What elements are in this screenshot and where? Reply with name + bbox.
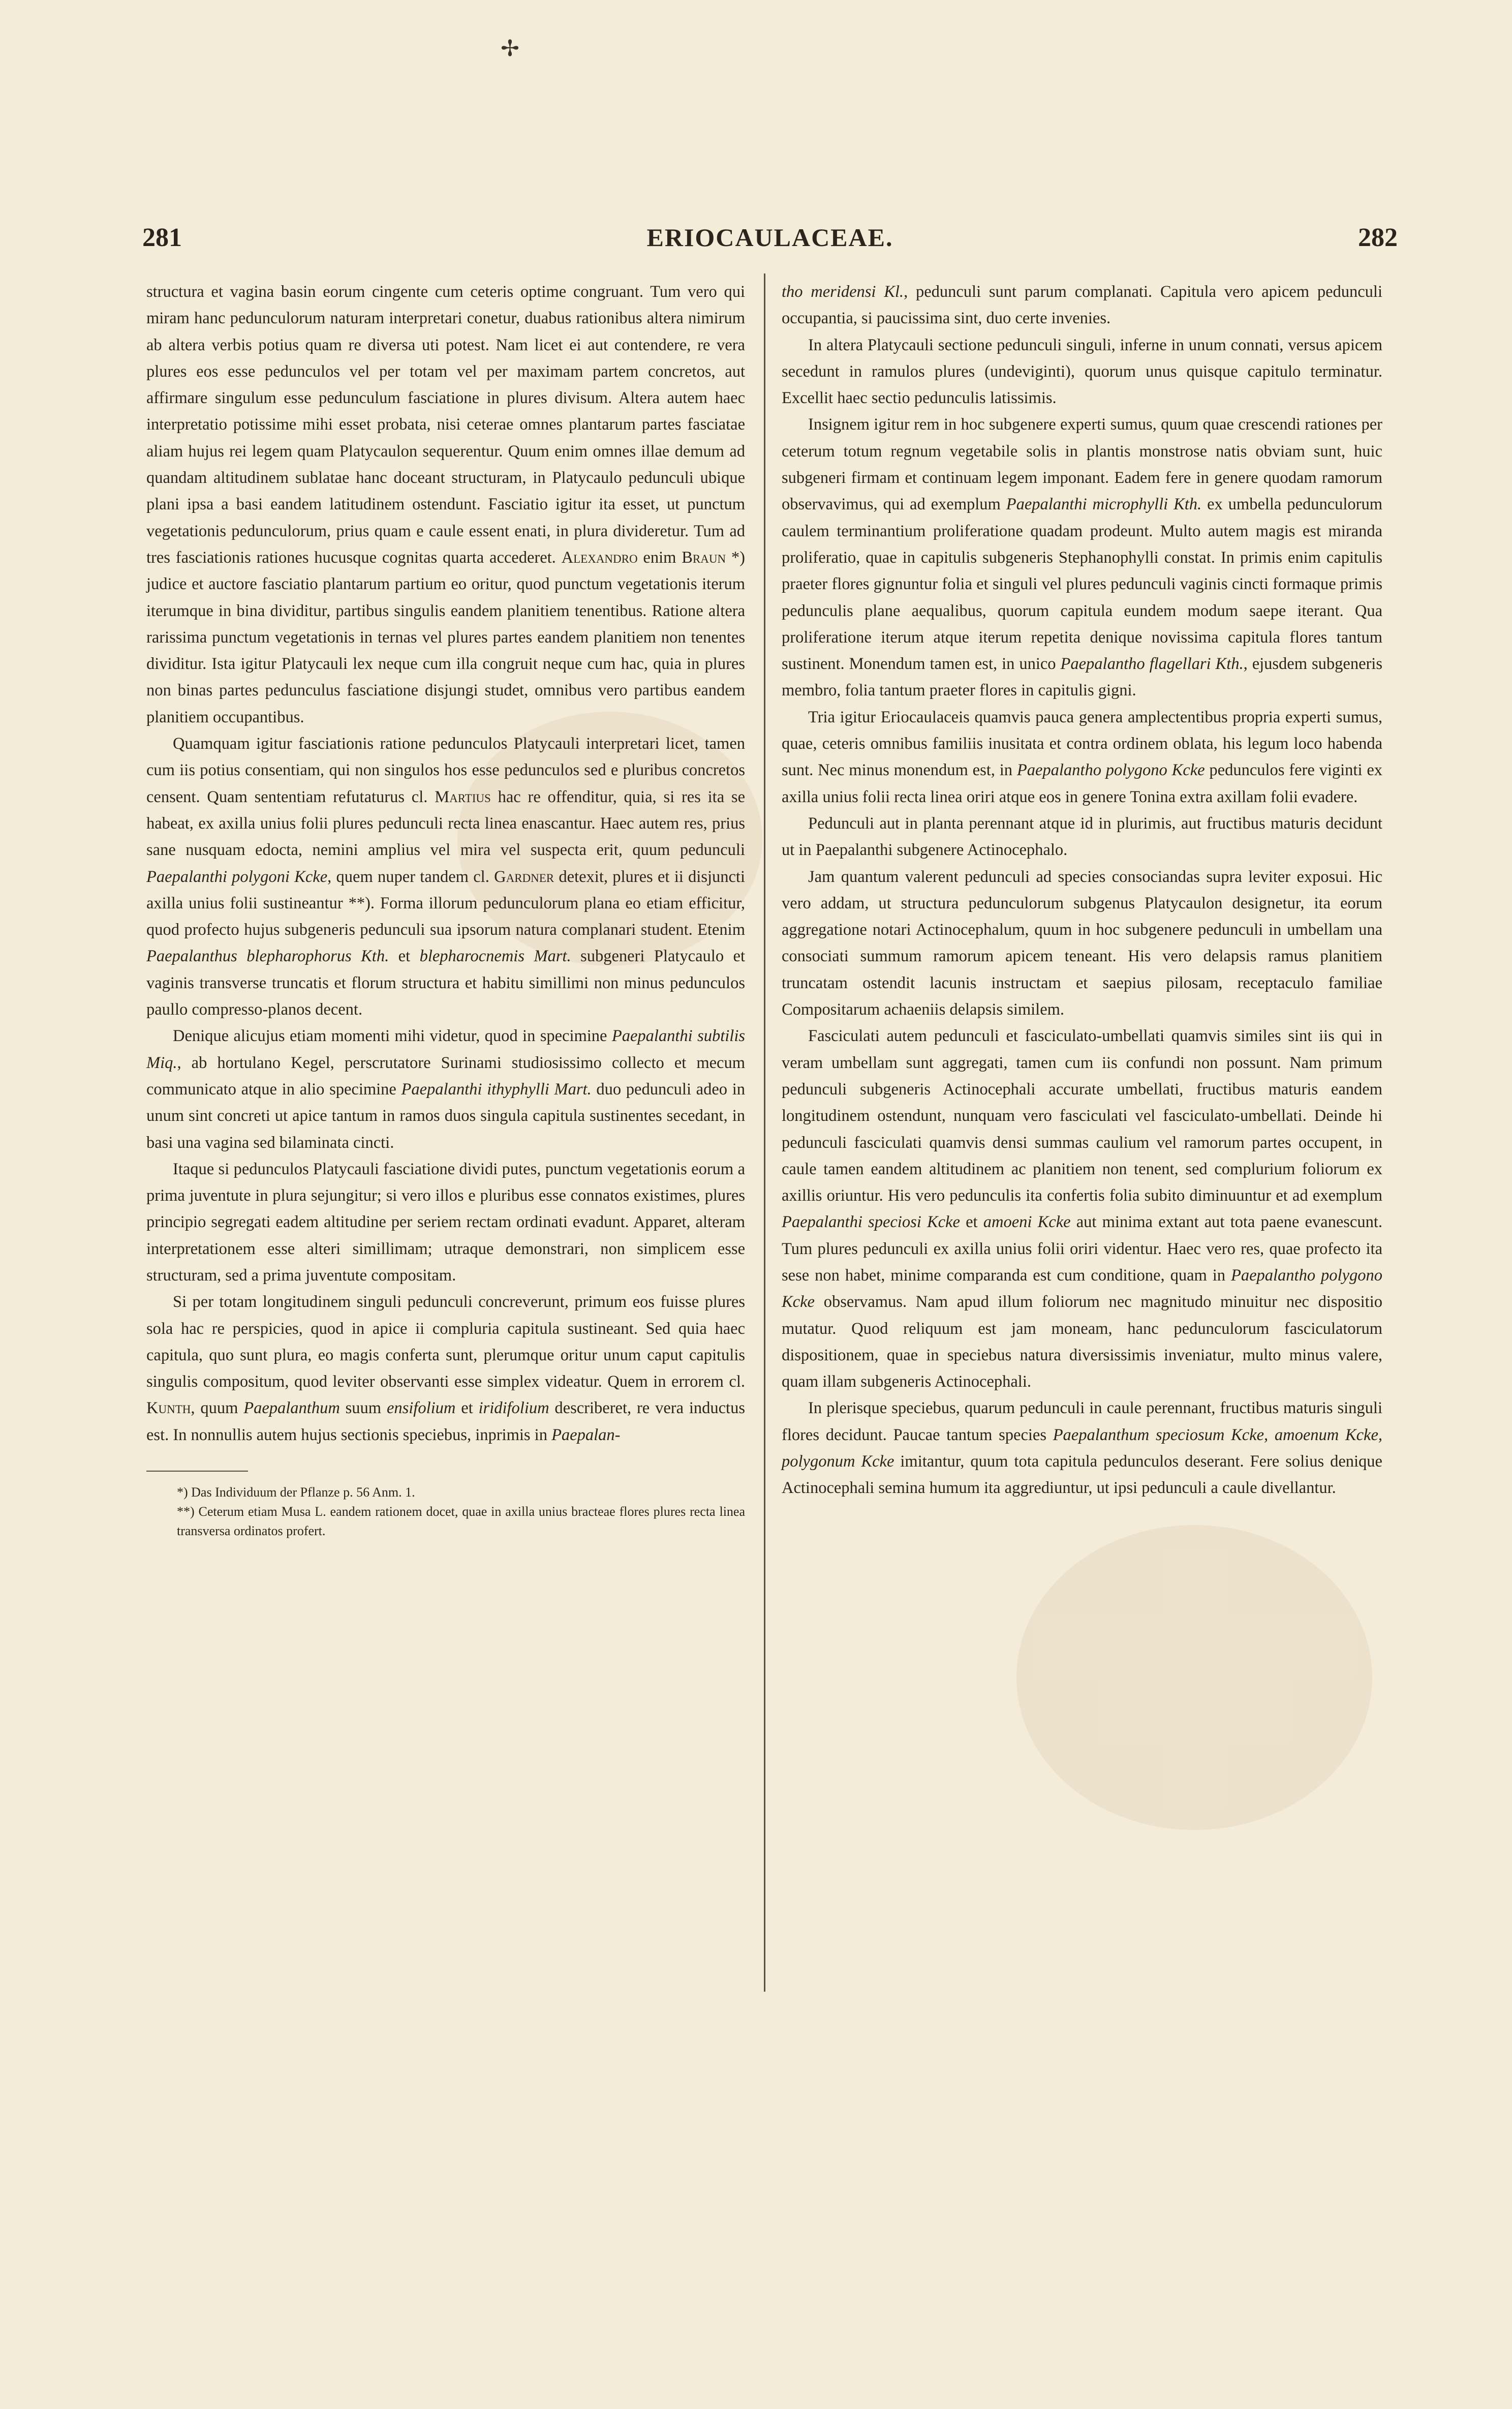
right-column [782, 279, 1382, 1502]
ink-speck: ✢ [501, 36, 519, 61]
text-run: , quem nuper tandem cl. [327, 867, 495, 886]
text-run: et [455, 1399, 479, 1418]
author-name: Kunth [146, 1399, 191, 1418]
paragraph [782, 810, 1382, 864]
text-run: , pedunculi sunt parum complanati. Capitula vero apicem pedunculi occupantia, si paucissima sint, duo certe invenies. [782, 283, 1382, 328]
running-header [142, 223, 1398, 263]
italic-species-name: Paepalan- [551, 1425, 621, 1444]
text-run: duo pedunculi adeo in unum sint concreti ut apice tantum in ramos duos singula capitula sustinentes secedant, in basi una vagina sed bilaminata cincti. [146, 1080, 745, 1152]
text-run: describeret, re vera inductus est. In nonnullis autem hujus sectionis speciebus, inprimis in [146, 1399, 745, 1444]
text-run: In altera Platycauli sectione pedunculi singuli, inferne in unum connati, versus apicem secedunt in ramulos plures (undeviginti), quorum unus quisque capitulo terminatur. Excellit haec sectio pedunculis latissimis. [782, 336, 1382, 408]
text-run: observamus. Nam apud illum foliorum nec magnitudo minuitur nec dispositio mutatur. Quod reliquum est jam moneam, hanc pedunculorum fasciculatorum dispositionem, quae in speciebus natura diversissimis inveniatur, multo minus valere, quam illam subgeneris Actinocephali. [782, 1293, 1382, 1391]
italic-species-name: Paepalanthi polygoni Kcke [146, 867, 328, 886]
italic-species-name: iridifolium [478, 1399, 549, 1418]
text-run: Si per totam longitudinem singuli pedunculi concreverunt, primum eos fuisse plures sola hac re perspicies, quod in apice ii compluria capitula sustineant. Sed quia haec capitula, quo sunt plura, eo magis conferta sunt, plerumque oritur unum caput capitulis singulis compositum, quod leviter observanti esse simplex videatur. Quem in errorem cl. [146, 1293, 745, 1391]
author-name: Martius [435, 787, 491, 806]
author-name: Gardner [494, 867, 554, 886]
text-run: , ejusdem subgeneris membro, folia tantum praeter flores in capitulis gigni. [782, 655, 1382, 700]
italic-species-name: Paepalanthi subtilis Miq. [146, 1027, 746, 1072]
text-run: Itaque si pedunculos Platycauli fasciatione dividi putes, punctum vegetationis eorum a prima juventute in plura sejungitur; si vero illos e pluribus esse connatos existimes, plures principio segregati eadem altitudine per seriem rectam ordinati evadunt. Apparet, alteram interpretationem esse alteri simillimam; utraque demonstrari, non simplicem esse structuram, sed a prima juventute compositam. [146, 1160, 745, 1285]
italic-species-name: Paepalantho polygono Kcke [782, 1266, 1382, 1312]
text-run: detexit, plures et ii disjuncti axilla unius folii sustineantur **). Forma illorum pedunculorum plana eo etiam efficitur, quod profecto hujus subgeneris pedunculi sua ipsorum natura complanari student. Etenim [146, 867, 745, 939]
paragraph [146, 730, 745, 1023]
text-run: Insignem igitur rem in hoc subgenere experti sumus, quum quae crescendi rationes per ceterum totum regnum vegetabile solis in plantis monstrose natis obviam sunt, huic subgeneri firmam et continuam legem imponant. Eadem fere in genere quodam ramorum observavimus, qui ad exemplum [782, 415, 1382, 514]
italic-species-name: Paepalanthi speciosi Kcke [782, 1213, 960, 1232]
text-run: imitantur, quum tota capitula pedunculos deserant. Fere solius denique Actinocephali semina humum ita aggrediuntur, ut ipsi pedunculi a caule divellantur. [782, 1452, 1382, 1498]
text-run: ex umbella pedunculorum caulem terminantium proliferatione quadam prodeunt. Multo autem magis est miranda proliferatio, quae in capitulis subgeneris Stephanophylli constat. In primis enim capitulis praeter flores gignuntur folia et singuli vel plures pedunculi vaginis cincti formaque primis pedunculis plane aequalibus, quorum capitula eundem modum saepe iterant. Qua proliferatione iterum atque iterum repetita denique novissima capitula flores tantum sustinent. Monendum tamen est, in unico [782, 495, 1383, 674]
italic-species-name: Paepalanthum speciosum Kcke, amoenum Kcke, polygonum Kcke [782, 1425, 1382, 1471]
text-run: structura et vagina basin eorum cingente cum ceteris optime congruant. Tum vero qui miram hanc pedunculorum naturam interpretari conetur, duabus rationibus altera nimirum ab altera verbis potius quam re diversa uti potest. Nam licet ei aut contendere, re vera plures eos esse pedunculos vel per totam vel per maximam partem concretos, aut affirmare singulum esse pedunculum fasciatione in plures divisum. Altera autem haec interpretatio potissime mihi esset probata, nisi ceterae omnes plantarum partes fasciatae aliam hujus rei legem quam Platycaulon sequerentur. Quum enim omnes illae demum ad quandam altitudinem sublatae hanc doceant structuram, in Platycaulo pedunculi ubique plani ipsa a basi eandem latitudinem ostendunt. Fasciatio igitur ita esset, ut punctum vegetationis pedunculorum, prius quam e caule essent enati, in plura divideretur. Tum ad tres fasciationis rationes hucusque cognitas quarta accederet. [146, 283, 745, 567]
text-run: Quamquam igitur fasciationis ratione pedunculos Platycauli interpretari licet, tamen cum iis potius consentiam, qui non singulos hos esse pedunculos sed e pluribus concretos censent. Quam sententiam refutaturus cl. [146, 735, 745, 806]
paragraph [782, 279, 1382, 332]
italic-species-name: ensifolium [386, 1399, 456, 1418]
paragraph [782, 1395, 1382, 1501]
text-run: , ab hortulano Kegel, perscrutatore Surinami studiosissimo collecto et mecum communicato atque in alio specimine [146, 1053, 745, 1099]
paragraph [146, 279, 745, 730]
paragraph [146, 1156, 745, 1289]
text-run: Fasciculati autem pedunculi et fasciculato-umbellati quamvis similes sint iis qui in veram umbellam sunt aggregati, tamen cum iis confundi non possunt. Nam primum pedunculi subgeneris Actinocephali accurate umbellati, fructibus maturis eandem longitudinem ostendunt, nunquam vero fasciculati vel fasciculato-umbellati. Deinde hi pedunculi fasciculati quamvis densi summas caulium vel ramorum partes occupent, in caule tamen eandem altitudinem ac planitiem non tenent, sed complurium foliorum ex axillis oriuntur. His vero pedunculis ita confertis folia subito diminuuntur et ad exemplum [782, 1027, 1382, 1205]
text-run: Jam quantum valerent pedunculi ad species consociandas supra leviter exposui. Hic vero addam, ut structura pedunculorum subgenus Platycaulon designetur, ita eorum aggregatione notari Actinocephalum, quum in hoc subgenere pedunculi in umbellam una consociati summum ramorum apicem teneant. His vero delapsis ramus planitiem truncatam ostendit lacunis instructam et saepius pilosam, receptaculo familiae Compositarum achaeniis delapsis similem. [782, 867, 1382, 1019]
text-run: *) judice et auctore fasciatio plantarum partium eo oritur, quod punctum vegetationis iterum iterumque in bina dividitur, partibus singulis eandem planitiem tenentibus. Ratione altera rarissima punctum vegetationis in ternas vel plures partes eandem planitiem non tenentes dividitur. Ista igitur Platycauli lex neque cum illa congruit neque cum hac, quia in plures non binas partes pedunculus fasciatione disjungi studet, omnibus vero partibus eandem planitiem occupantibus. [146, 548, 746, 726]
text-run: suum [340, 1399, 387, 1418]
text-run: In plerisque speciebus, quarum pedunculi in caule perennant, fructibus maturis singuli flores decidunt. Paucae tantum species [782, 1399, 1382, 1444]
italic-species-name: Paepalanthus blepharophorus Kth. [146, 947, 389, 966]
footnote: *) Das Individuum der Pflanze p. 56 Anm. 1. [177, 1485, 415, 1500]
italic-species-name: amoeni Kcke [983, 1213, 1071, 1232]
italic-species-name: blepharocnemis Mart. [419, 947, 571, 966]
paragraph [146, 1289, 745, 1448]
running-title: ERIOCAULACEAE. [646, 223, 893, 252]
italic-species-name: tho meridensi Kl. [782, 283, 904, 301]
footnotes [146, 1483, 745, 1541]
text-run: hac re offenditur, quia, si res ita se habeat, ex axilla unius folii plures pedunculi recta linea enascantur. Haec autem res, prius sane nusquam edocta, nemini amplius vel mira vel suspecta erit, quum pedunculi [146, 787, 745, 860]
text-run: Tria igitur Eriocaulaceis quamvis pauca genera amplectentibus propria experti sumus, quae, ceteris omnibus familiis inusitata et contra ordinem oblata, his legum loco habenda sunt. Nec minus monendum est, in [782, 708, 1382, 780]
left-column [146, 279, 745, 1541]
text-run: Pedunculi aut in planta perennant atque id in plurimis, aut fructibus maturis decidunt ut in Paepalanthi subgenere Actinocephalo. [782, 814, 1382, 860]
footnote-rule [146, 1471, 248, 1472]
paragraph [782, 332, 1382, 412]
paragraph [782, 704, 1382, 810]
text-run: Denique alicujus etiam momenti mihi videtur, quod in specimine [173, 1027, 612, 1046]
column-rule [764, 273, 765, 1992]
italic-species-name: Paepalanthi ithyphylli Mart. [401, 1080, 592, 1099]
text-run: et [389, 947, 420, 966]
paper-stain [1016, 1525, 1372, 1830]
text-run: enim [637, 548, 682, 567]
left-paragraphs [146, 279, 745, 1448]
text-run: , quum [191, 1399, 244, 1418]
paragraph [782, 1023, 1382, 1395]
footnote: **) Ceterum etiam Musa L. eandem rationem docet, quae in axilla unius bracteae flores plures recta linea transversa ordinatos profert. [177, 1504, 745, 1539]
paragraph [146, 1023, 745, 1155]
italic-species-name: Paepalantho flagellari Kth. [1060, 655, 1244, 674]
right-paragraphs [782, 279, 1382, 1502]
paragraph [782, 411, 1382, 704]
author-name: Alexandro [561, 548, 638, 567]
paragraph [782, 864, 1382, 1023]
text-run: subgeneri Platycaulo et vaginis transverse truncatis et florum structura et habitu simillimi non minus pedunculos paullo compresso-planos decent. [146, 947, 745, 1019]
text-run: pedunculos fere viginti ex axilla unius folii recta linea oriri atque eos in genere Tonina extra axillam folii evadere. [782, 761, 1382, 806]
italic-species-name: Paepalantho polygono Kcke [1016, 761, 1205, 780]
page-number-right: 282 [1358, 223, 1398, 252]
author-name: Braun [682, 548, 726, 567]
italic-species-name: Paepalanthi microphylli Kth. [1006, 495, 1202, 514]
italic-species-name: Paepalanthum [243, 1399, 340, 1418]
text-run: aut minima extant aut tota paene evanescunt. Tum plures pedunculi ex axilla unius folii oriri videntur. Haec vero res, quae profecto ita sese non habet, minime comparanda est cum conditione, quam in [782, 1213, 1382, 1285]
page-number-left: 281 [142, 223, 182, 252]
text-run: et [960, 1213, 983, 1232]
